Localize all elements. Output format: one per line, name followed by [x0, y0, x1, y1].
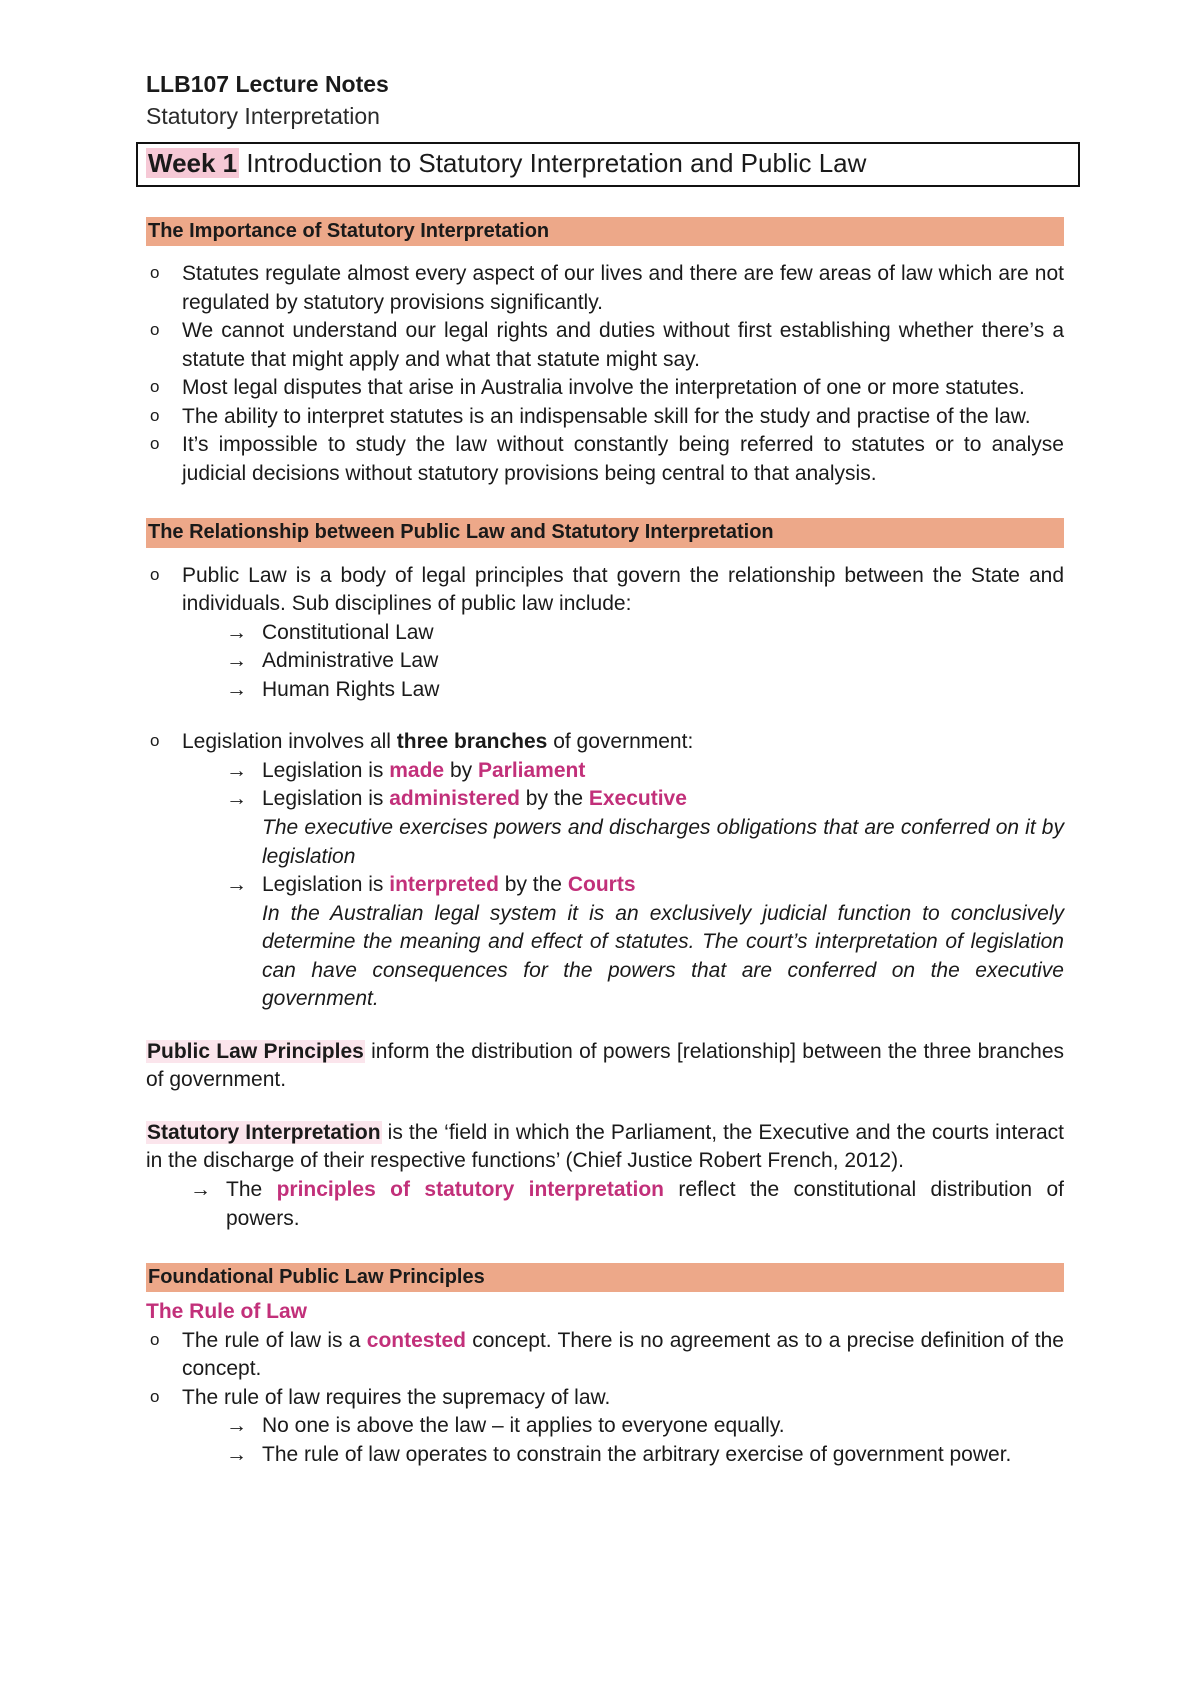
arrow-item: → The rule of law operates to constrain the arbitrary exercise of government power. — [226, 1441, 1064, 1470]
list-item — [146, 1384, 1064, 1470]
sub-discipline-item: → Administrative Law — [226, 647, 1064, 676]
list-item — [146, 562, 1064, 705]
subheading-rule-of-law: The Rule of Law — [146, 1300, 308, 1324]
branch-note: In the Australian legal system it is an exclusively judicial function to conclusively determine the meaning and effect of statutes. The court’s interpretation of legislation can have consequences for the powers that are conferred on the executive government. — [262, 901, 1064, 1011]
branch-text: by the — [519, 787, 589, 811]
branch-note: The executive exercises powers and discharges obligations that are conferred on it by legislation — [262, 816, 1064, 868]
statutory-interpretation-term: Statutory Interpretation — [147, 1120, 381, 1144]
arrow-item — [190, 1176, 1064, 1233]
bullet-text: The rule of law requires the supremacy of law. — [182, 1385, 611, 1409]
legislation-intro-text: of government: — [547, 730, 694, 754]
branch-item-parliament — [226, 757, 1064, 786]
statutory-interpretation-arrow-list — [146, 1176, 1064, 1233]
list-item: o Statutes regulate almost every aspect of our lives and there are few areas of law which are not regulated by statutory provisions significantly. — [146, 260, 1064, 317]
arrow-item: → No one is above the law – it applies to everyone equally. — [226, 1412, 1064, 1441]
branch-item-executive — [226, 785, 1064, 871]
document-subtitle: Statutory Interpretation — [146, 102, 380, 129]
document-title: LLB107 Lecture Notes — [146, 71, 389, 97]
list-item: o It’s impossible to study the law without constantly being referred to statutes or to analyse judicial decisions without statutory provisions being central to that analysis. — [146, 431, 1064, 488]
rule-of-law-bullet-list — [146, 1327, 1064, 1470]
document-content — [146, 70, 1064, 1470]
branch-item-courts — [226, 871, 1064, 1014]
list-item: o The ability to interpret statutes is an indispensable skill for the study and practise of the law. — [146, 403, 1064, 432]
branch-verb: administered — [389, 787, 520, 811]
contested-term: contested — [366, 1328, 466, 1352]
principles-term: principles of statutory interpretation — [276, 1178, 664, 1202]
branch-text: Legislation is — [262, 787, 390, 811]
list-item — [146, 1327, 1064, 1384]
branch-text: Legislation is — [262, 873, 390, 897]
arrow-text: reflect the constitutional distribution of powers. — [226, 1178, 1064, 1230]
sub-discipline-item: → Constitutional Law — [226, 619, 1064, 648]
sub-discipline-item: → Human Rights Law — [226, 676, 1064, 705]
week-title: Introduction to Statutory Interpretation and Public Law — [246, 148, 867, 179]
branch-verb: interpreted — [389, 873, 499, 897]
statutory-interpretation-paragraph — [146, 1119, 1064, 1176]
supremacy-arrow-list — [182, 1412, 1064, 1469]
branch-body: Courts — [567, 873, 636, 897]
relationship-bullet-list — [146, 562, 1064, 1014]
importance-bullet-list — [146, 260, 1064, 488]
list-item — [146, 728, 1064, 1013]
branch-body: Parliament — [477, 758, 586, 782]
branch-text: by the — [498, 873, 568, 897]
paragraph-text: is the ‘field in which the Parliament, the Executive and the courts interact in the discharge of their respective functions’ (Chief Justice Robert French, 2012). — [146, 1120, 1064, 1173]
list-item: o Most legal disputes that arise in Australia involve the interpretation of one or more statutes. — [146, 374, 1064, 403]
branch-verb: made — [389, 758, 445, 782]
section-heading-relationship: The Relationship between Public Law and Statutory Interpretation — [146, 518, 1064, 547]
bullet-text: The rule of law is a — [182, 1328, 367, 1352]
week-label: Week 1 — [148, 148, 238, 179]
sub-disciplines-list — [182, 619, 1064, 705]
public-law-intro: Public Law is a body of legal principles that govern the relationship between the State and individuals. Sub disciplines of public law include: — [182, 563, 1064, 616]
legislation-intro-text: Legislation involves all — [182, 730, 397, 754]
three-branches-term: three branches — [396, 730, 548, 754]
arrow-text: The — [226, 1178, 277, 1202]
paragraph-text: inform the distribution of powers [relationship] between the three branches of government. — [146, 1039, 1064, 1092]
branch-text: Legislation is — [262, 758, 390, 782]
bullet-text: concept. There is no agreement as to a precise definition of the concept. — [182, 1328, 1064, 1381]
public-law-principles-term: Public Law Principles — [147, 1039, 364, 1063]
public-law-principles-paragraph — [146, 1038, 1064, 1095]
branches-list — [182, 757, 1064, 1014]
branch-text: by — [444, 758, 478, 782]
branch-body: Executive — [588, 787, 687, 811]
section-heading-foundational: Foundational Public Law Principles — [146, 1263, 1064, 1292]
list-item: o We cannot understand our legal rights and duties without first establishing whether there’s a statute that might apply and what that statute might say. — [146, 317, 1064, 374]
week-title-box — [136, 142, 1080, 187]
section-heading-importance: The Importance of Statutory Interpretation — [146, 217, 1064, 246]
